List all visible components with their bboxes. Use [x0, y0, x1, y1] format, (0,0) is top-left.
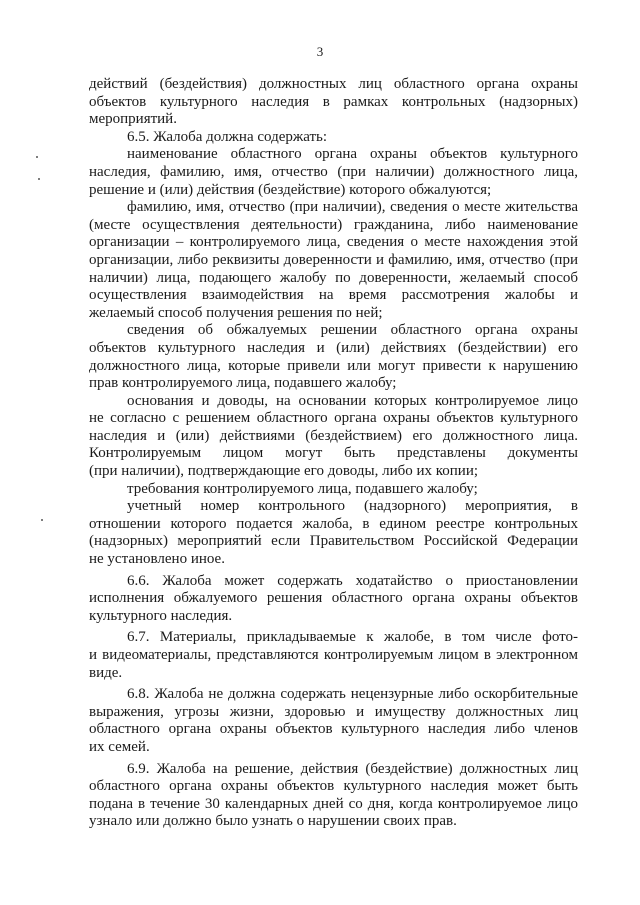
text-line: организации, либо реквизиты доверенности и фамилию, имя, отчество (при	[89, 251, 578, 268]
text-line: наследия, фамилию, имя, отчество (при наличии) должностного лица,	[89, 163, 578, 180]
scan-speck	[41, 519, 43, 521]
text-line: сведения об обжалуемых решении областного органа охраны	[127, 322, 578, 339]
text-line: не согласно с решением областного органа охраны объектов культурного	[89, 410, 578, 427]
text-line: областного органа охраны объектов культурного наследия может быть	[89, 778, 578, 795]
text-line: организации – контролируемого лица, сведения о месте нахождения этой	[89, 234, 578, 251]
text-line: (при наличии), подтверждающие его доводы, либо их копии;	[89, 463, 479, 480]
text-line: областного органа охраны объектов культурного наследия либо членов	[89, 721, 578, 738]
text-line: основания и доводы, на основании которых контролируемое лицо	[127, 392, 578, 409]
text-line: осуществления взаимодействия на время рассмотрения жалобы и	[89, 287, 578, 304]
scan-speck	[36, 156, 38, 158]
text-line: должностного лица, которые привели или могут привести к нарушению	[89, 357, 578, 374]
text-line: наименование областного органа охраны объектов культурного	[127, 146, 578, 163]
scan-speck	[38, 178, 40, 180]
text-line: отношении которого подается жалоба, в едином реестре контрольных	[89, 515, 578, 532]
text-line: 6.5. Жалоба должна содержать:	[127, 128, 328, 145]
text-line: исполнения обжалуемого решения областного органа охраны объектов	[89, 590, 578, 607]
text-line: узнало или должно было узнать о нарушении своих прав.	[89, 813, 457, 830]
document-body	[89, 76, 578, 831]
text-line: решение и (или) действия (бездействие) которого обжалуются;	[89, 181, 492, 198]
text-line: выражения, угрозы жизни, здоровью и имуществу должностных лиц	[89, 703, 578, 720]
text-line: их семей.	[89, 738, 150, 755]
text-line: Контролируемым лицом могут быть представлены документы	[89, 445, 578, 462]
text-line: подана в течение 30 календарных дней со дня, когда контролируемое лицо	[89, 795, 578, 812]
text-line: наличии) лица, подающего жалобу по доверенности, желаемый способ	[89, 269, 578, 286]
text-line: фамилию, имя, отчество (при наличии), сведения о месте жительства	[127, 199, 578, 216]
text-line: 6.8. Жалоба не должна содержать нецензурные либо оскорбительные	[127, 686, 578, 703]
text-line: учетный номер контрольного (надзорного) мероприятия, в	[127, 498, 578, 515]
text-line: культурного наследия.	[89, 607, 233, 624]
text-line: 6.6. Жалоба может содержать ходатайство о приостановлении	[127, 572, 578, 589]
text-line: требования контролируемого лица, подавшего жалобу;	[127, 480, 478, 497]
text-line: и видеоматериалы, представляются контролируемым лицом в электронном	[89, 647, 578, 663]
text-line: 6.9. Жалоба на решение, действия (бездействие) должностных лиц	[127, 760, 578, 777]
text-line: объектов культурного наследия в рамках контрольных (надзорных)	[89, 93, 578, 110]
page-number: 3	[316, 44, 324, 59]
text-line: мероприятий.	[89, 111, 177, 128]
text-line: действий (бездействия) должностных лиц областного органа охраны	[89, 76, 578, 92]
text-line: желаемый способ получения решения по ней;	[89, 304, 383, 321]
text-line: (месте осуществления деятельности) гражданина, либо наименование	[89, 216, 578, 233]
text-line: наследия и (или) действиями (бездействием) его должностного лица.	[89, 427, 578, 444]
text-line: прав контролируемого лица, подавшего жалобу;	[89, 375, 397, 392]
text-line: (надзорных) мероприятий если Правительством Российской Федерации	[89, 533, 578, 550]
text-line: 6.7. Материалы, прикладываемые к жалобе, в том числе фото-	[127, 629, 578, 646]
text-line: объектов культурного наследия и (или) действиях (бездействии) его	[89, 339, 578, 356]
text-line: виде.	[89, 664, 123, 681]
text-line: не установлено иное.	[89, 551, 225, 568]
